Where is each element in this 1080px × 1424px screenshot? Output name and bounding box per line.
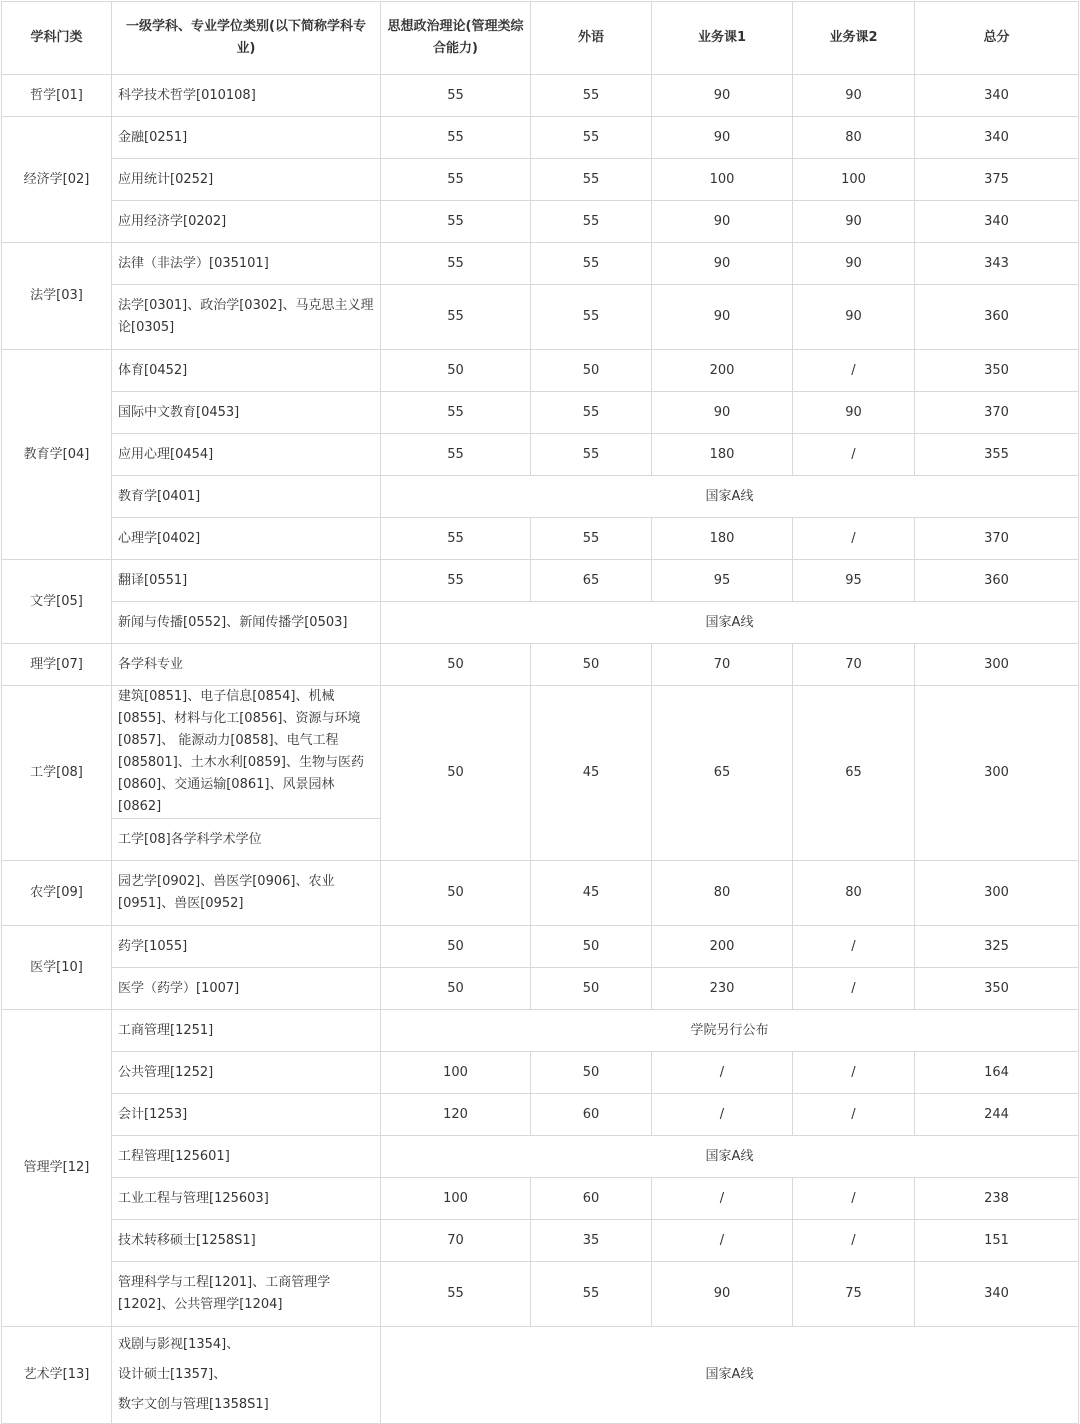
merged-score-cell: 国家A线 bbox=[381, 602, 1079, 644]
major-cell: 教育学[0401] bbox=[112, 476, 381, 518]
course2-cell: / bbox=[793, 1094, 915, 1136]
category-cell: 文学[05] bbox=[2, 560, 112, 644]
major-cell: 工学[08]各学科学术学位 bbox=[112, 819, 381, 861]
major-cell: 应用心理[0454] bbox=[112, 434, 381, 476]
major-cell: 心理学[0402] bbox=[112, 518, 381, 560]
major-line: 设计硕士[1357]、 bbox=[118, 1367, 227, 1382]
course1-cell: 65 bbox=[652, 686, 793, 861]
header-total: 总分 bbox=[915, 2, 1079, 75]
major-cell: 园艺学[0902]、兽医学[0906]、农业[0951]、兽医[0952] bbox=[112, 861, 381, 926]
table-row bbox=[2, 968, 1079, 1010]
major-cell bbox=[112, 1327, 381, 1424]
table-row bbox=[2, 392, 1079, 434]
course2-cell: / bbox=[793, 968, 915, 1010]
category-cell: 医学[10] bbox=[2, 926, 112, 1010]
politics-cell: 55 bbox=[381, 243, 531, 285]
major-cell: 法学[0301]、政治学[0302]、马克思主义理论[0305] bbox=[112, 285, 381, 350]
header-foreign: 外语 bbox=[531, 2, 652, 75]
merged-score-cell: 国家A线 bbox=[381, 1136, 1079, 1178]
course1-cell: 90 bbox=[652, 201, 793, 243]
course1-cell: 90 bbox=[652, 285, 793, 350]
foreign-cell: 60 bbox=[531, 1178, 652, 1220]
course1-cell: 90 bbox=[652, 1262, 793, 1327]
politics-cell: 50 bbox=[381, 350, 531, 392]
politics-cell: 55 bbox=[381, 518, 531, 560]
table-row bbox=[2, 1010, 1079, 1052]
course1-cell: / bbox=[652, 1178, 793, 1220]
foreign-cell: 50 bbox=[531, 926, 652, 968]
course2-cell: 100 bbox=[793, 159, 915, 201]
course1-cell: / bbox=[652, 1220, 793, 1262]
politics-cell: 55 bbox=[381, 75, 531, 117]
course2-cell: 90 bbox=[793, 75, 915, 117]
table-row bbox=[2, 1262, 1079, 1327]
course2-cell: / bbox=[793, 926, 915, 968]
major-cell: 管理科学与工程[1201]、工商管理学[1202]、公共管理学[1204] bbox=[112, 1262, 381, 1327]
table-row bbox=[2, 644, 1079, 686]
course1-cell: 70 bbox=[652, 644, 793, 686]
category-cell: 教育学[04] bbox=[2, 350, 112, 560]
category-cell: 经济学[02] bbox=[2, 117, 112, 243]
course1-cell: 100 bbox=[652, 159, 793, 201]
table-row bbox=[2, 201, 1079, 243]
major-cell: 会计[1253] bbox=[112, 1094, 381, 1136]
course1-cell: 80 bbox=[652, 861, 793, 926]
table-row bbox=[2, 75, 1079, 117]
category-cell: 农学[09] bbox=[2, 861, 112, 926]
major-cell: 药学[1055] bbox=[112, 926, 381, 968]
table-row bbox=[2, 861, 1079, 926]
course1-cell: 180 bbox=[652, 518, 793, 560]
category-cell: 工学[08] bbox=[2, 686, 112, 861]
foreign-cell: 50 bbox=[531, 968, 652, 1010]
foreign-cell: 55 bbox=[531, 1262, 652, 1327]
header-major: 一级学科、专业学位类别(以下简称学科专业) bbox=[112, 2, 381, 75]
table-row bbox=[2, 117, 1079, 159]
course2-cell: 90 bbox=[793, 392, 915, 434]
course2-cell: 90 bbox=[793, 201, 915, 243]
total-cell: 360 bbox=[915, 285, 1079, 350]
major-cell: 建筑[0851]、电子信息[0854]、机械[0855]、材料与化工[0856]、资源与环境[0857]、 能源动力[0858]、电气工程[085801]、土木水利[0859]、生物与医药[0860]、交通运输[0861]、风景园林[0862] bbox=[112, 686, 381, 819]
major-cell: 医学（药学）[1007] bbox=[112, 968, 381, 1010]
total-cell: 360 bbox=[915, 560, 1079, 602]
major-cell: 体育[0452] bbox=[112, 350, 381, 392]
politics-cell: 55 bbox=[381, 392, 531, 434]
foreign-cell: 50 bbox=[531, 644, 652, 686]
table-row bbox=[2, 926, 1079, 968]
category-cell: 艺术学[13] bbox=[2, 1327, 112, 1424]
politics-cell: 70 bbox=[381, 1220, 531, 1262]
table-row bbox=[2, 1094, 1079, 1136]
foreign-cell: 55 bbox=[531, 75, 652, 117]
foreign-cell: 35 bbox=[531, 1220, 652, 1262]
foreign-cell: 50 bbox=[531, 350, 652, 392]
course2-cell: / bbox=[793, 518, 915, 560]
total-cell: 370 bbox=[915, 392, 1079, 434]
table-row bbox=[2, 686, 1079, 819]
politics-cell: 55 bbox=[381, 285, 531, 350]
politics-cell: 50 bbox=[381, 861, 531, 926]
merged-score-cell: 国家A线 bbox=[381, 476, 1079, 518]
table-row bbox=[2, 1178, 1079, 1220]
header-row bbox=[2, 2, 1079, 75]
table-row bbox=[2, 285, 1079, 350]
total-cell: 355 bbox=[915, 434, 1079, 476]
total-cell: 370 bbox=[915, 518, 1079, 560]
total-cell: 343 bbox=[915, 243, 1079, 285]
foreign-cell: 55 bbox=[531, 434, 652, 476]
table-row bbox=[2, 159, 1079, 201]
politics-cell: 55 bbox=[381, 117, 531, 159]
table-row bbox=[2, 1220, 1079, 1262]
total-cell: 300 bbox=[915, 686, 1079, 861]
major-cell: 工商管理[1251] bbox=[112, 1010, 381, 1052]
foreign-cell: 55 bbox=[531, 518, 652, 560]
course2-cell: 95 bbox=[793, 560, 915, 602]
politics-cell: 55 bbox=[381, 159, 531, 201]
politics-cell: 50 bbox=[381, 686, 531, 861]
course1-cell: 230 bbox=[652, 968, 793, 1010]
category-cell: 法学[03] bbox=[2, 243, 112, 350]
politics-cell: 55 bbox=[381, 560, 531, 602]
politics-cell: 55 bbox=[381, 201, 531, 243]
course1-cell: 90 bbox=[652, 243, 793, 285]
table-row bbox=[2, 560, 1079, 602]
major-cell: 公共管理[1252] bbox=[112, 1052, 381, 1094]
foreign-cell: 50 bbox=[531, 1052, 652, 1094]
course1-cell: 90 bbox=[652, 117, 793, 159]
foreign-cell: 65 bbox=[531, 560, 652, 602]
course2-cell: 90 bbox=[793, 243, 915, 285]
header-course1: 业务课1 bbox=[652, 2, 793, 75]
major-cell: 工程管理[125601] bbox=[112, 1136, 381, 1178]
category-cell: 理学[07] bbox=[2, 644, 112, 686]
politics-cell: 100 bbox=[381, 1178, 531, 1220]
total-cell: 340 bbox=[915, 1262, 1079, 1327]
major-cell: 各学科专业 bbox=[112, 644, 381, 686]
total-cell: 375 bbox=[915, 159, 1079, 201]
foreign-cell: 55 bbox=[531, 159, 652, 201]
course2-cell: / bbox=[793, 1178, 915, 1220]
course1-cell: 180 bbox=[652, 434, 793, 476]
politics-cell: 50 bbox=[381, 926, 531, 968]
course2-cell: 80 bbox=[793, 117, 915, 159]
major-line: 戏剧与影视[1354]、 bbox=[118, 1337, 240, 1352]
total-cell: 244 bbox=[915, 1094, 1079, 1136]
major-cell: 法律（非法学）[035101] bbox=[112, 243, 381, 285]
total-cell: 325 bbox=[915, 926, 1079, 968]
table-row bbox=[2, 602, 1079, 644]
course2-cell: / bbox=[793, 350, 915, 392]
politics-cell: 120 bbox=[381, 1094, 531, 1136]
course1-cell: / bbox=[652, 1052, 793, 1094]
major-line: 数字文创与管理[1358S1] bbox=[118, 1397, 269, 1412]
foreign-cell: 55 bbox=[531, 201, 652, 243]
major-cell: 工业工程与管理[125603] bbox=[112, 1178, 381, 1220]
politics-cell: 50 bbox=[381, 644, 531, 686]
foreign-cell: 60 bbox=[531, 1094, 652, 1136]
category-cell: 哲学[01] bbox=[2, 75, 112, 117]
foreign-cell: 45 bbox=[531, 686, 652, 861]
major-cell: 金融[0251] bbox=[112, 117, 381, 159]
course2-cell: 75 bbox=[793, 1262, 915, 1327]
table-row bbox=[2, 434, 1079, 476]
header-category: 学科门类 bbox=[2, 2, 112, 75]
total-cell: 151 bbox=[915, 1220, 1079, 1262]
foreign-cell: 55 bbox=[531, 243, 652, 285]
total-cell: 300 bbox=[915, 644, 1079, 686]
merged-score-cell: 学院另行公布 bbox=[381, 1010, 1079, 1052]
merged-score-cell: 国家A线 bbox=[381, 1327, 1079, 1424]
header-course2: 业务课2 bbox=[793, 2, 915, 75]
total-cell: 350 bbox=[915, 968, 1079, 1010]
major-cell: 应用经济学[0202] bbox=[112, 201, 381, 243]
table-row bbox=[2, 518, 1079, 560]
total-cell: 350 bbox=[915, 350, 1079, 392]
table-row bbox=[2, 1136, 1079, 1178]
politics-cell: 55 bbox=[381, 1262, 531, 1327]
table-row bbox=[2, 350, 1079, 392]
total-cell: 238 bbox=[915, 1178, 1079, 1220]
foreign-cell: 55 bbox=[531, 392, 652, 434]
course2-cell: / bbox=[793, 1220, 915, 1262]
course2-cell: 90 bbox=[793, 285, 915, 350]
total-cell: 340 bbox=[915, 117, 1079, 159]
politics-cell: 55 bbox=[381, 434, 531, 476]
table-row bbox=[2, 243, 1079, 285]
course1-cell: 90 bbox=[652, 392, 793, 434]
table-row bbox=[2, 1052, 1079, 1094]
foreign-cell: 45 bbox=[531, 861, 652, 926]
course1-cell: 90 bbox=[652, 75, 793, 117]
category-cell: 管理学[12] bbox=[2, 1010, 112, 1327]
foreign-cell: 55 bbox=[531, 285, 652, 350]
course2-cell: 65 bbox=[793, 686, 915, 861]
course2-cell: / bbox=[793, 434, 915, 476]
table-row bbox=[2, 476, 1079, 518]
politics-cell: 50 bbox=[381, 968, 531, 1010]
major-cell: 新闻与传播[0552]、新闻传播学[0503] bbox=[112, 602, 381, 644]
course1-cell: 95 bbox=[652, 560, 793, 602]
course2-cell: 80 bbox=[793, 861, 915, 926]
total-cell: 164 bbox=[915, 1052, 1079, 1094]
course2-cell: / bbox=[793, 1052, 915, 1094]
table-row bbox=[2, 1327, 1079, 1424]
course1-cell: / bbox=[652, 1094, 793, 1136]
course2-cell: 70 bbox=[793, 644, 915, 686]
course1-cell: 200 bbox=[652, 926, 793, 968]
total-cell: 340 bbox=[915, 75, 1079, 117]
major-cell: 技术转移硕士[1258S1] bbox=[112, 1220, 381, 1262]
major-cell: 翻译[0551] bbox=[112, 560, 381, 602]
major-cell: 应用统计[0252] bbox=[112, 159, 381, 201]
politics-cell: 100 bbox=[381, 1052, 531, 1094]
score-table bbox=[1, 1, 1079, 1424]
header-politics: 思想政治理论(管理类综合能力) bbox=[381, 2, 531, 75]
foreign-cell: 55 bbox=[531, 117, 652, 159]
course1-cell: 200 bbox=[652, 350, 793, 392]
total-cell: 300 bbox=[915, 861, 1079, 926]
major-cell: 国际中文教育[0453] bbox=[112, 392, 381, 434]
major-cell: 科学技术哲学[010108] bbox=[112, 75, 381, 117]
total-cell: 340 bbox=[915, 201, 1079, 243]
